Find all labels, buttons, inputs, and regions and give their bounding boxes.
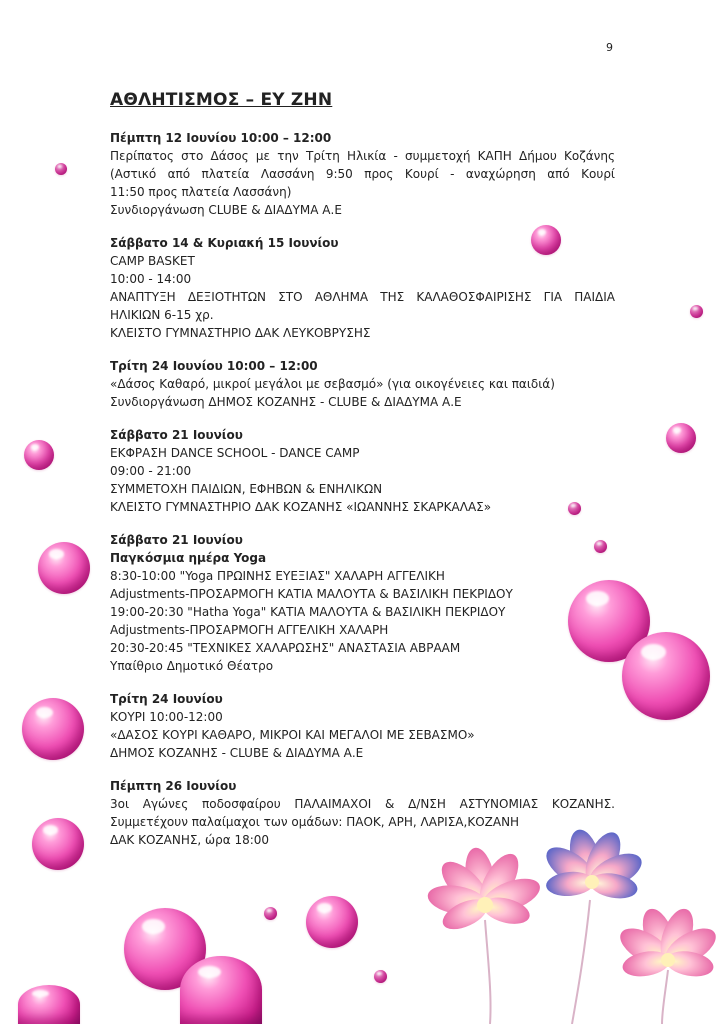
event-kouri-forest	[110, 690, 615, 762]
bubble-decoration	[32, 818, 84, 870]
event-line: Περίπατος στο Δάσος με την Τρίτη Ηλικία - συμμετοχή ΚΑΠΗ Δήμου Κοζάνης	[110, 149, 615, 163]
event-subheading: Παγκόσμια ημέρα Yoga	[110, 551, 267, 565]
event-heading: Πέμπτη 12 Ιουνίου 10:00 – 12:00	[110, 131, 332, 145]
event-line: ΔΑΚ ΚΟΖΑΝΗΣ, ώρα 18:00	[110, 833, 270, 847]
bubble-decoration	[22, 698, 84, 760]
bubble-decoration	[594, 540, 607, 553]
page-number: 9	[606, 41, 613, 54]
event-line: (Αστικό από πλατεία Λασσάνη 9:50 προς Κουρί - αναχώρηση από Κουρί	[110, 167, 615, 181]
flowers-illustration	[400, 820, 724, 1024]
event-heading: Πέμπτη 26 Ιουνίου	[110, 779, 237, 793]
event-line: ΔΗΜΟΣ ΚΟΖΑΝΗΣ - CLUBE & ΔΙΑΔΥΜΑ Α.Ε	[110, 746, 364, 760]
bubble-decoration	[531, 225, 561, 255]
event-line: Υπαίθριο Δημοτικό Θέατρο	[110, 659, 274, 673]
bubble-decoration	[264, 907, 277, 920]
bubble-decoration	[622, 632, 710, 720]
event-line: Adjustments-ΠΡΟΣΑΡΜΟΓΗ ΑΓΓΕΛΙΚΗ ΧΑΛΑΡΗ	[110, 623, 389, 637]
event-heading: Τρίτη 24 Ιουνίου	[110, 692, 223, 706]
event-heading: Σάββατο 21 Ιουνίου	[110, 533, 243, 547]
event-line: 19:00-20:30 "Hatha Yoga" ΚΑΤΙΑ ΜΑΛΟΥΤΑ & ΒΑΣΙΛΙΚΗ ΠΕΚΡΙΔΟΥ	[110, 605, 506, 619]
bubble-decoration	[24, 440, 54, 470]
event-heading: Τρίτη 24 Ιουνίου 10:00 – 12:00	[110, 359, 318, 373]
bubble-decoration	[38, 542, 90, 594]
event-line: ΣΥΜΜΕΤΟΧΗ ΠΑΙΔΙΩΝ, ΕΦΗΒΩΝ & ΕΝΗΛΙΚΩΝ	[110, 482, 383, 496]
event-line: CAMP BASKET	[110, 254, 195, 268]
event-line: «ΔΑΣΟΣ ΚΟΥΡΙ ΚΑΘΑΡΟ, ΜΙΚΡΟΙ ΚΑΙ ΜΕΓΑΛΟΙ ΜΕ ΣΕΒΑΣΜΟ»	[110, 728, 475, 742]
event-line: Συμμετέχουν παλαίμαχοι των ομάδων: ΠΑΟΚ, ΑΡΗ, ΛΑΡΙΣΑ,ΚΟΖΑΝΗ	[110, 815, 520, 829]
event-dance-camp	[110, 426, 615, 516]
bubble-decoration	[666, 423, 696, 453]
event-line: ΚΛΕΙΣΤΟ ΓΥΜΝΑΣΤΗΡΙΟ ΔΑΚ ΚΟΖΑΝΗΣ «ΙΩΑΝΝΗΣ ΣΚΑΡΚΑΛΑΣ»	[110, 500, 492, 514]
event-heading: Σάββατο 14 & Κυριακή 15 Ιουνίου	[110, 236, 339, 250]
event-heading: Σάββατο 21 Ιουνίου	[110, 428, 243, 442]
bubble-decoration	[180, 956, 262, 1024]
event-line: 3οι Αγώνες ποδοσφαίρου ΠΑΛΑΙΜΑΧΟΙ & Δ/ΝΣΗ ΑΣΤΥΝΟΜΙΑΣ ΚΟΖΑΝΗΣ.	[110, 797, 615, 811]
event-line: 09:00 - 21:00	[110, 464, 192, 478]
event-line: ΚΟΥΡΙ 10:00-12:00	[110, 710, 223, 724]
event-line: Adjustments-ΠΡΟΣΑΡΜΟΓΗ ΚΑΤΙΑ ΜΑΛΟΥΤΑ & ΒΑΣΙΛΙΚΗ ΠΕΚΡΙΔΟΥ	[110, 587, 513, 601]
event-line: ΚΛΕΙΣΤΟ ΓΥΜΝΑΣΤΗΡΙΟ ΔΑΚ ΛΕΥΚΟΒΡΥΣΗΣ	[110, 326, 371, 340]
event-line: Συνδιοργάνωση CLUBE & ΔΙΑΔΥΜΑ Α.Ε	[110, 203, 342, 217]
bubble-decoration	[568, 502, 581, 515]
event-walk-forest	[110, 129, 615, 219]
event-line: 11:50 προς πλατεία Λασσάνη)	[110, 185, 292, 199]
bubble-decoration	[374, 970, 387, 983]
event-yoga-day	[110, 531, 615, 675]
event-clean-forest	[110, 357, 615, 411]
bubble-decoration	[18, 985, 80, 1024]
bubble-decoration	[306, 896, 358, 948]
event-line: Συνδιοργάνωση ΔΗΜΟΣ ΚΟΖΑΝΗΣ - CLUBE & ΔΙΑΔΥΜΑ Α.Ε	[110, 395, 462, 409]
page-title: ΑΘΛΗΤΙΣΜΟΣ – ΕΥ ΖΗΝ	[110, 90, 333, 110]
event-line: 10:00 - 14:00	[110, 272, 192, 286]
bubble-decoration	[690, 305, 703, 318]
event-line: ΗΛΙΚΙΩΝ 6-15 χρ.	[110, 308, 214, 322]
event-line: ΑΝΑΠΤΥΞΗ ΔΕΞΙΟΤΗΤΩΝ ΣΤΟ ΑΘΛΗΜΑ ΤΗΣ ΚΑΛΑΘΟΣΦΑΙΡΙΣΗΣ ΓΙΑ ΠΑΙΔΙΑ	[110, 290, 615, 304]
bubble-decoration	[55, 163, 67, 175]
event-line: ΕΚΦΡΑΣΗ DANCE SCHOOL - DANCE CAMP	[110, 446, 360, 460]
event-line: «Δάσος Καθαρό, μικροί μεγάλοι με σεβασμό» (για οικογένειες και παιδιά)	[110, 377, 555, 391]
event-line: 20:30-20:45 "ΤΕΧΝΙΚΕΣ ΧΑΛΑΡΩΣΗΣ" ΑΝΑΣΤΑΣΙΑ ΑΒΡΑΑΜ	[110, 641, 461, 655]
event-line: 8:30-10:00 "Yoga ΠΡΩΙΝΗΣ ΕΥΕΞΙΑΣ" ΧΑΛΑΡΗ ΑΓΓΕΛΙΚΗ	[110, 569, 445, 583]
